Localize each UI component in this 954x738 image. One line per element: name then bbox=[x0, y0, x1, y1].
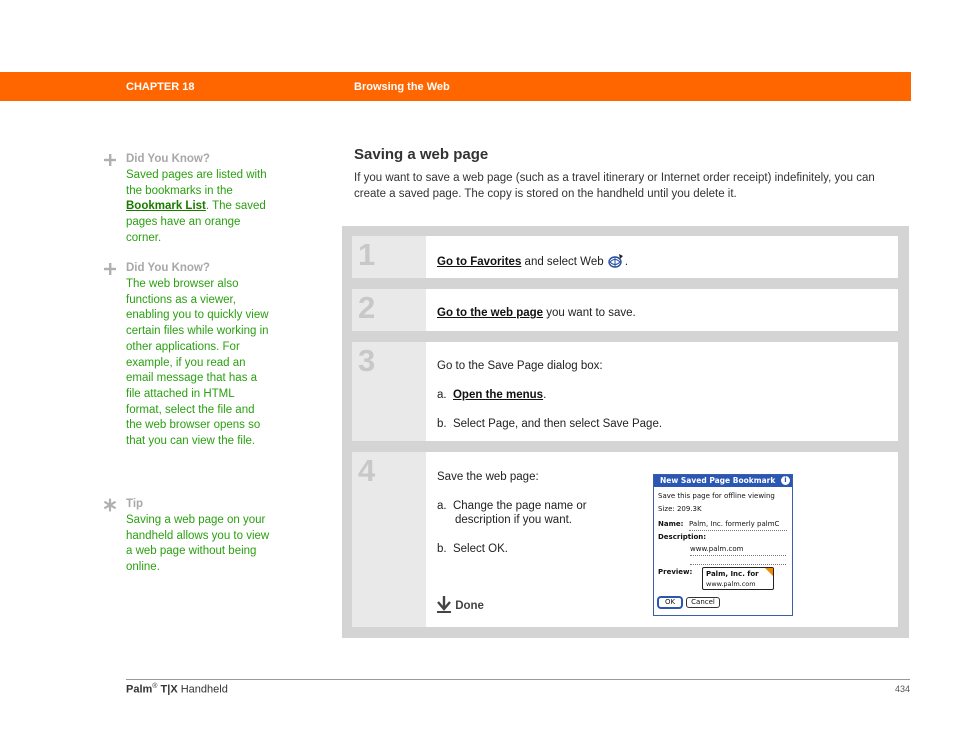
page-title: Saving a web page bbox=[354, 146, 489, 163]
save-page-dialog bbox=[653, 474, 793, 616]
ok-button[interactable]: OK bbox=[658, 597, 682, 608]
substep-b: b. Select Page, and then select Save Page. bbox=[437, 418, 663, 430]
name-field[interactable]: Palm, Inc. formerly palmC bbox=[689, 520, 780, 528]
done-marker: Done bbox=[436, 595, 484, 613]
tip-heading: Tip bbox=[103, 497, 278, 513]
step-number: 1 bbox=[352, 236, 426, 278]
arrow-down-icon bbox=[436, 595, 452, 613]
note-heading: Did You Know? bbox=[103, 261, 278, 277]
step-2 bbox=[352, 289, 898, 331]
asterisk-icon bbox=[103, 498, 117, 512]
sidebar-note-1 bbox=[103, 152, 278, 247]
step-number: 4 bbox=[352, 452, 426, 627]
info-icon: i bbox=[781, 476, 790, 485]
web-browser-icon bbox=[607, 253, 625, 269]
step-text: Save the web page: bbox=[437, 471, 539, 483]
description-underline-2 bbox=[690, 564, 786, 565]
section-title: Browsing the Web bbox=[354, 81, 450, 93]
step-4 bbox=[352, 452, 898, 627]
substep-a: a. Open the menus. bbox=[437, 389, 547, 401]
sidebar-tip bbox=[103, 497, 278, 576]
plus-icon bbox=[103, 262, 117, 276]
name-label: Name: bbox=[658, 520, 684, 528]
note-body: Saved pages are listed with the bookmarks in the Bookmark List. The saved pages have an orange corner. bbox=[126, 169, 267, 244]
chapter-header-band bbox=[0, 72, 911, 101]
preview-url: www.palm.com bbox=[706, 580, 756, 588]
note-heading: Did You Know? bbox=[103, 152, 278, 168]
dialog-offline-label: Save this page for offline viewing bbox=[658, 492, 775, 500]
open-menus-link[interactable]: Open the menus bbox=[452, 389, 544, 401]
step-number: 2 bbox=[352, 289, 426, 331]
name-underline bbox=[689, 530, 787, 531]
go-to-favorites-link[interactable]: Go to Favorites bbox=[437, 256, 522, 268]
description-underline bbox=[690, 555, 786, 556]
step-text: Go to Favorites and select Web . bbox=[437, 253, 628, 269]
step-text: Go to the web page you want to save. bbox=[437, 307, 636, 319]
dialog-title: New Saved Page Bookmark i bbox=[654, 475, 792, 487]
step-1 bbox=[352, 236, 898, 278]
description-field[interactable]: www.palm.com bbox=[690, 545, 744, 553]
preview-title: Palm, Inc. for bbox=[706, 570, 759, 578]
substep-b: b. Select OK. bbox=[437, 543, 508, 555]
substep-a: a. Change the page name or description if you want. bbox=[437, 500, 587, 526]
intro-paragraph: If you want to save a web page (such as a travel itinerary or Internet order receipt) indefinitely, you can create a saved page. The copy is stored on the handheld until you delete it. bbox=[354, 172, 875, 200]
bookmark-list-link[interactable]: Bookmark List bbox=[126, 200, 206, 213]
note-body: The web browser also functions as a viewer, enabling you to quickly view certain files while working in other applications. For example, if you read an email message that has a file attached in HTML format, select the file and the web browser opens so that you can view the file. bbox=[126, 278, 269, 448]
tip-body: Saving a web page on your handheld allows you to view a web page without being online. bbox=[126, 514, 270, 574]
go-to-web-page-link[interactable]: Go to the web page bbox=[437, 307, 544, 319]
step-number: 3 bbox=[352, 342, 426, 441]
preview-label: Preview: bbox=[658, 568, 693, 576]
dialog-size: Size: 209.3K bbox=[658, 505, 702, 513]
orange-corner bbox=[765, 568, 773, 576]
footer-rule bbox=[126, 679, 910, 680]
page-number: 434 bbox=[894, 684, 910, 694]
footer-title: Palm® T|X Handheld bbox=[126, 683, 228, 696]
description-label: Description: bbox=[658, 533, 707, 541]
chapter-label: CHAPTER 18 bbox=[126, 81, 195, 93]
preview-box bbox=[702, 567, 774, 590]
cancel-button[interactable]: Cancel bbox=[686, 597, 720, 608]
step-text: Go to the Save Page dialog box: bbox=[437, 360, 603, 372]
plus-icon bbox=[103, 153, 117, 167]
step-3 bbox=[352, 342, 898, 441]
sidebar-note-2 bbox=[103, 261, 278, 450]
